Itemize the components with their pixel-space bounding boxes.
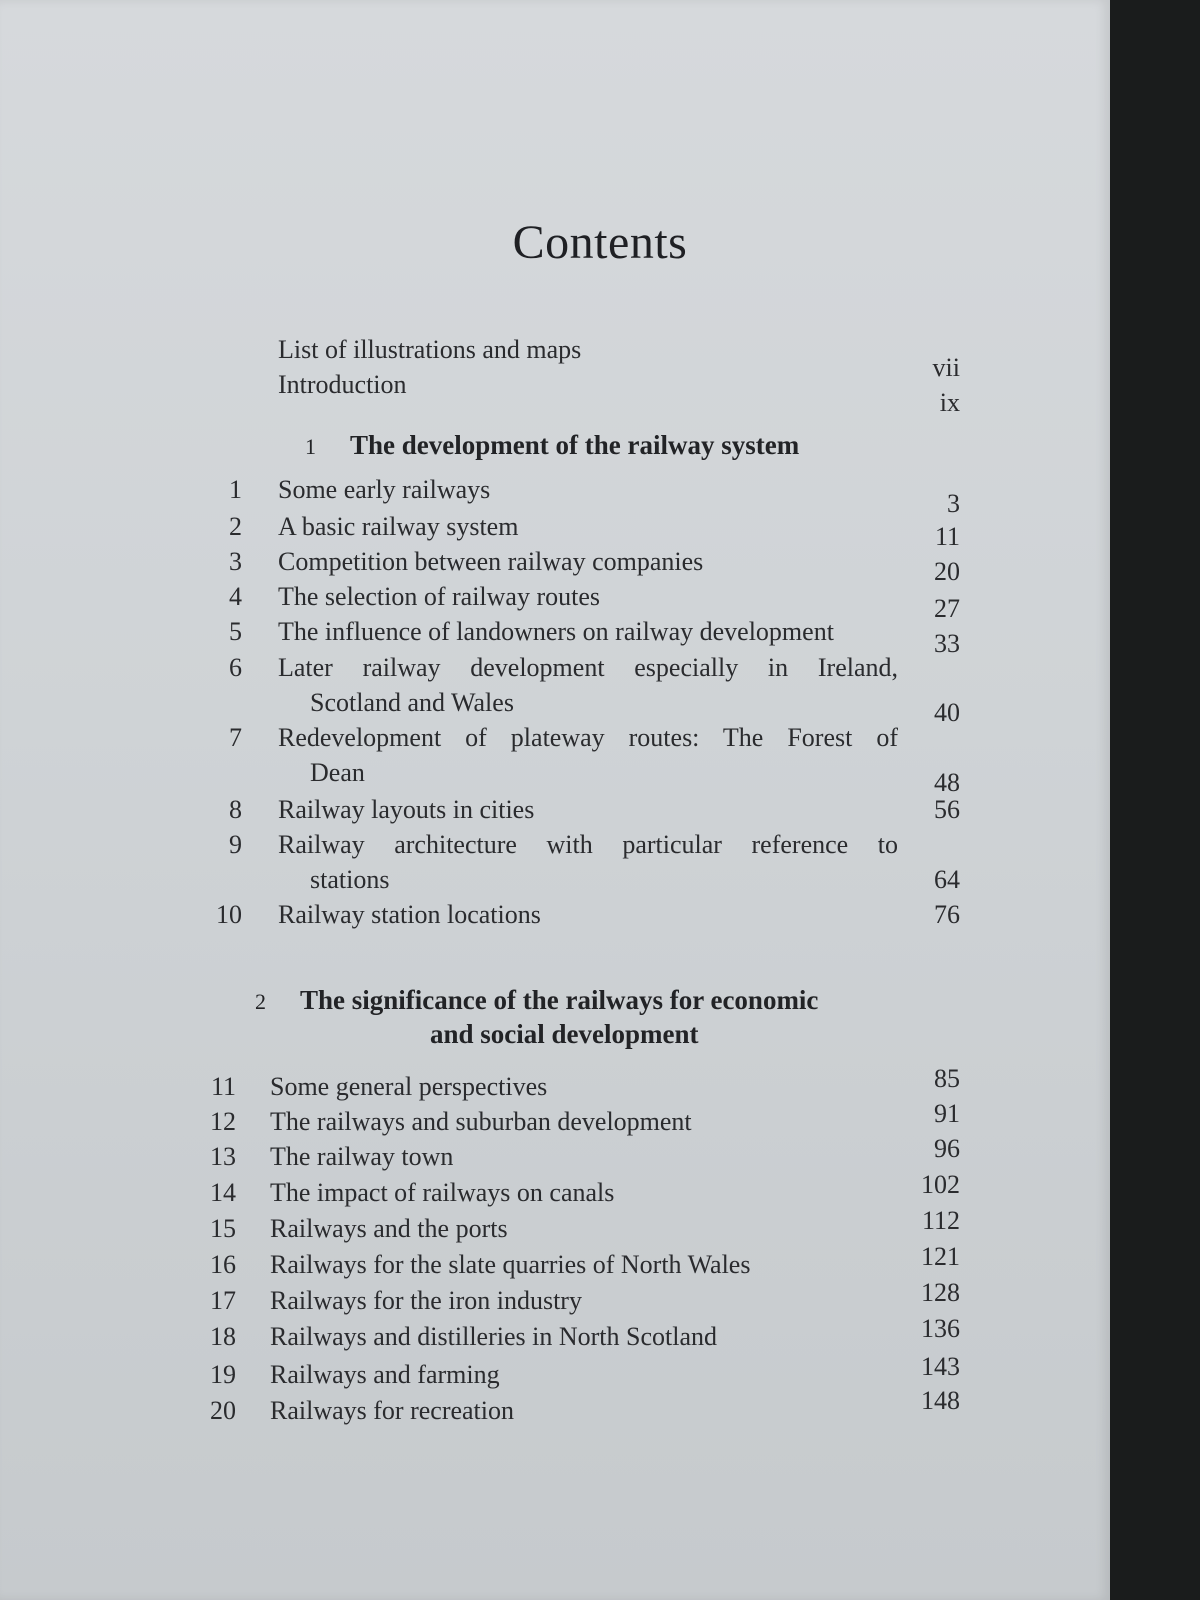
chapter-number: 15 (210, 1214, 236, 1243)
chapter-title-continued: Scotland and Wales (310, 688, 514, 717)
chapter-number: 12 (210, 1107, 236, 1136)
chapter-page: 143 (921, 1352, 960, 1381)
toc-chapter-row (0, 830, 1200, 900)
chapter-title: Railway station locations (278, 900, 541, 929)
chapter-page: 56 (934, 795, 960, 824)
toc-front-matter-item (0, 335, 1200, 382)
part-number: 1 (305, 434, 316, 459)
chapter-page: 128 (921, 1278, 960, 1307)
toc-chapter-row (0, 795, 1200, 829)
chapter-title: Some general perspectives (270, 1072, 548, 1101)
toc-chapter-row (0, 1386, 1200, 1430)
chapter-title: The influence of landowners on railway development (278, 617, 834, 646)
toc-chapter-row (0, 1134, 1200, 1176)
chapter-page: 11 (934, 522, 960, 551)
toc-chapter-row (0, 723, 1200, 797)
chapter-number: 10 (216, 900, 242, 929)
toc-chapter-row (0, 1352, 1200, 1394)
chapter-page: 20 (934, 557, 960, 586)
chapter-title: Railway architecture with particular reference to (278, 830, 898, 859)
chapter-title: Railway layouts in cities (278, 795, 535, 824)
toc-chapter-row (0, 900, 1200, 934)
chapter-title: Some early railways (278, 475, 491, 504)
chapter-page: 3 (947, 489, 960, 518)
toc-chapter-row (0, 1242, 1200, 1284)
chapter-page: 91 (934, 1099, 960, 1128)
chapter-number: 4 (229, 582, 242, 611)
part-title-continued: and social development (430, 1019, 699, 1049)
toc-entry-title: List of illustrations and maps (278, 335, 582, 364)
chapter-number: 14 (210, 1178, 236, 1207)
chapter-page: 33 (934, 629, 960, 658)
chapter-number: 20 (210, 1396, 236, 1425)
part-number: 2 (255, 989, 266, 1014)
chapter-page: 96 (934, 1134, 960, 1163)
toc-chapter-row (0, 582, 1200, 623)
chapter-page: 76 (934, 900, 960, 929)
chapter-number: 17 (210, 1286, 236, 1315)
chapter-number: 7 (229, 723, 242, 752)
chapter-page: 112 (921, 1206, 960, 1235)
chapter-number: 5 (229, 617, 242, 646)
part-heading (0, 985, 1200, 1055)
chapter-number: 1 (229, 475, 242, 504)
chapter-number: 3 (229, 547, 242, 576)
chapter-title: The selection of railway routes (278, 582, 600, 611)
chapter-page: 136 (921, 1314, 960, 1343)
toc-entry-title: Introduction (278, 370, 407, 399)
chapter-title: Railways for recreation (270, 1396, 515, 1425)
chapter-title: Later railway development especially in Ireland, (278, 653, 898, 682)
chapter-number: 16 (210, 1250, 236, 1279)
toc-entry-page: ix (939, 388, 960, 417)
chapter-page: 27 (934, 594, 960, 623)
toc-chapter-row (0, 1099, 1200, 1141)
chapter-number: 11 (210, 1072, 236, 1101)
chapter-title: The railways and suburban development (270, 1107, 692, 1136)
chapter-title: Competition between railway companies (278, 547, 704, 576)
chapter-page: 102 (921, 1170, 960, 1199)
part-title: The development of the railway system (350, 430, 800, 460)
chapter-page: 48 (934, 768, 960, 797)
chapter-number: 8 (229, 795, 242, 824)
chapter-title: Railways and farming (270, 1360, 500, 1389)
chapter-title: Railways and the ports (270, 1214, 508, 1243)
chapter-page: 121 (921, 1242, 960, 1271)
toc-chapter-row (0, 512, 1200, 551)
chapter-number: 6 (229, 653, 242, 682)
toc-chapter-row (0, 1064, 1200, 1106)
part-title: The significance of the railways for economic (300, 985, 819, 1015)
toc-chapter-row (0, 617, 1200, 658)
toc-chapter-row (0, 653, 1200, 727)
toc-chapter-row (0, 1314, 1200, 1356)
chapter-page: 85 (934, 1064, 960, 1093)
chapter-number: 2 (229, 512, 242, 541)
chapter-number: 18 (210, 1322, 236, 1351)
chapter-page: 148 (921, 1386, 960, 1415)
chapter-number: 19 (210, 1360, 236, 1389)
chapter-page: 40 (934, 698, 960, 727)
toc-chapter-row (0, 1206, 1200, 1248)
chapter-number: 9 (229, 830, 242, 859)
toc-entry-page: vii (932, 353, 960, 382)
chapter-title: The impact of railways on canals (270, 1178, 615, 1207)
chapter-number: 13 (210, 1142, 236, 1171)
chapter-title: Railways for the iron industry (270, 1286, 582, 1315)
toc-chapter-row (0, 547, 1200, 586)
page-title: Contents (512, 216, 688, 269)
toc-chapter-row (0, 475, 1200, 518)
chapter-title: Railways for the slate quarries of North Wales (270, 1250, 751, 1279)
chapter-page: 64 (934, 865, 960, 894)
chapter-title: Redevelopment of plateway routes: The Forest of (278, 723, 898, 752)
toc-front-matter-item (0, 370, 1200, 417)
chapter-title-continued: Dean (310, 758, 365, 787)
chapter-title-continued: stations (310, 865, 390, 894)
toc-chapter-row (0, 1170, 1200, 1212)
toc-chapter-row (0, 1278, 1200, 1320)
chapter-title: Railways and distilleries in North Scotland (270, 1322, 717, 1351)
chapter-title: A basic railway system (278, 512, 519, 541)
chapter-title: The railway town (270, 1142, 454, 1171)
